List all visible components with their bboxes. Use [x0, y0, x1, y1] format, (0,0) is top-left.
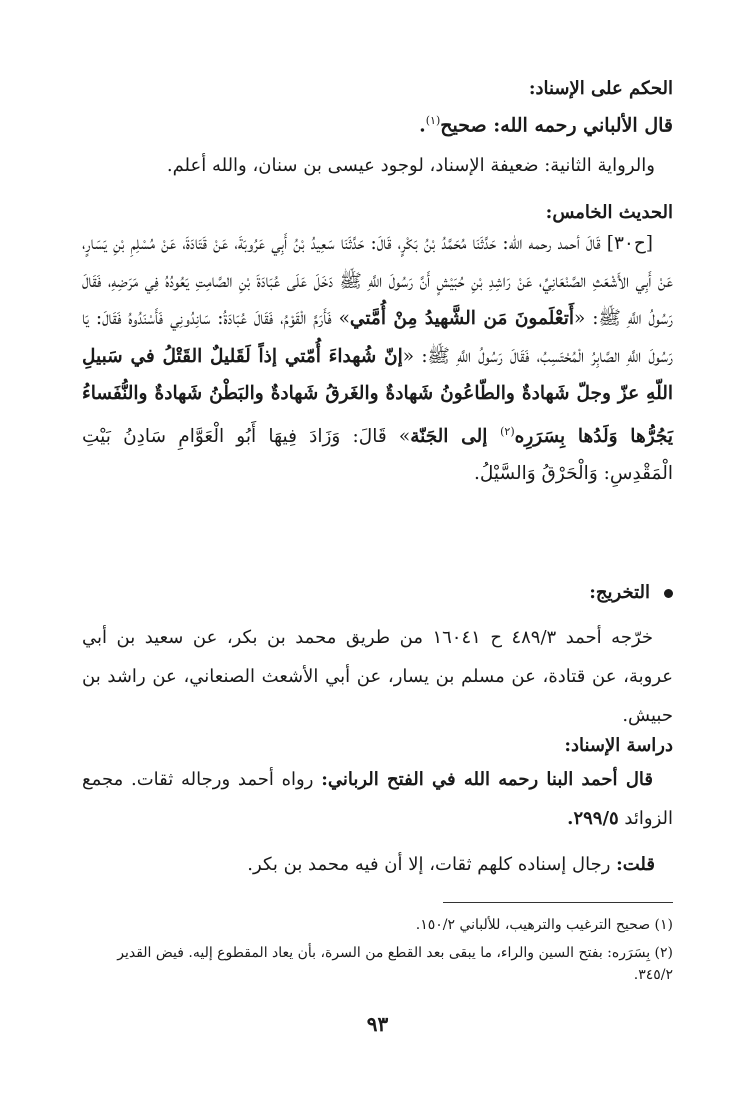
- albani-ruling: قال الألباني رحمه الله: صحيح$^{(١)}$.: [419, 114, 673, 137]
- footnote-separator: [443, 902, 673, 903]
- banna-reference: ٢٩٩/٥.: [567, 808, 619, 829]
- hadith-middle: » فَأَرَمَّ الْقَوْمُ، فَقَالَ عُبَادَةُ: سَانِدُونِي فَأَسْنَدُوهُ فَقَالَ: يَا رَسُولَ اللَّهِ الصَّابِرُ الْمُحْتَسِبُ، فَقَالَ رَسُولُ اللَّهِ ﷺ: «: [82, 308, 673, 367]
- fifth-hadith-heading: الحديث الخامس:: [545, 202, 673, 223]
- qult-rest: رجال إسناده كلهم ثقات، إلا أن فيه محمد بن بكر.: [247, 854, 617, 875]
- takhrij-body: خرّجه أحمد ٤٨٩/٣ ح ١٦٠٤١ من طريق محمد بن بكر، عن سعيد بن أبي عروبة، عن قتادة، عن مسلم بن يسار، عن أبي الأشعث الصنعاني، عن راشد بن حبيش.: [82, 627, 673, 726]
- footnote-1: (١) صحيح الترغيب والترهيب، للألباني ١٥٠/٢.: [415, 917, 673, 933]
- qult-statement: [82, 845, 655, 884]
- hadith-quote-1: أَتعْلَمونَ مَن الشَّهيدُ مِنْ أُمَّتي: [349, 308, 575, 329]
- bullet-icon: [664, 589, 673, 598]
- qult-lead: قلت:: [616, 854, 655, 875]
- footnote-ref-1: (١): [425, 114, 441, 127]
- banna-lead: قال أحمد البنا رحمه الله في الفتح الرباني:: [321, 769, 653, 790]
- hadith-text: [82, 225, 673, 493]
- albani-ruling-text: قال الألباني رحمه الله: صحيح: [440, 114, 673, 137]
- hadith-quote-3: إلى الجَنّة: [410, 425, 501, 447]
- banna-rest: رواه أحمد ورجاله ثقات. مجمع الزوائد: [82, 769, 673, 829]
- banna-statement: [82, 760, 673, 838]
- isnad-study-heading: دراسة الإسناد:: [564, 735, 673, 756]
- second-narration: والرواية الثانية: ضعيفة الإسناد، لوجود عيسى بن سنان، والله أعلم.: [166, 155, 655, 176]
- hadith-end: » قَالَ: وَزَادَ فِيهَا أَبُو الْعَوَّامِ سَادِنُ بَيْتِ الْمَقْدِسِ: وَالْحَرْقُ وَالسَّيْلُ.: [82, 425, 673, 485]
- takhrij-title: التخريج:: [589, 582, 650, 603]
- hadith-lead: [ح٣٠] قَالَ أحمد رحمه الله: حَدَّثَنَا مُحَمَّدُ بْنُ بَكْرٍ، قَالَ: حَدَّثَنَا سَعِيدُ بْنُ أَبِي عَرُوبَةَ، عَنْ قَتَادَةَ، عَنْ مُسْلِمِ بْنِ يَسَارٍ، عَنْ أَبِي الأَشْعَثِ الصَّنْعَانِيِّ، عَنْ رَاشِدِ بْنِ حُبَيْشٍ أَنَّ رَسُولَ اللَّهِ ﷺ دَخَلَ عَلَى عُبَادَةَ بْنِ الصَّامِتِ يَعُودُهُ فِي مَرَضِهِ، فَقَالَ رَسُولُ اللَّهِ ﷺ: «: [82, 233, 674, 329]
- takhrij-heading: [82, 582, 673, 603]
- page-number: ٩٣: [366, 1012, 389, 1036]
- isnad-ruling-heading: الحكم على الإسناد:: [528, 78, 673, 99]
- hadith-quote-2: إنّ شُهداءَ أُمّتي إذاً لَقَليلٌ القَتْلُ في سَبيلِ اللّهِ عزّ وجلّ شَهادةٌ والطّاعُونُ شَهادةٌ والغَرقُ شَهادةٌ والبَطْنُ شَهادةٌ والنُّفَساءُ يَجُرُّها وَلَدُها بِسَرَرِه: [82, 345, 673, 447]
- footnote-2: (٢) بِسَرَره: بفتح السين والراء، ما يبقى بعد القطع من السرة، بأن يعاد المقطوع إليه. فيض القدير ٣٤٥/٢.: [117, 945, 673, 983]
- footnote-ref-2: (٢): [500, 424, 515, 438]
